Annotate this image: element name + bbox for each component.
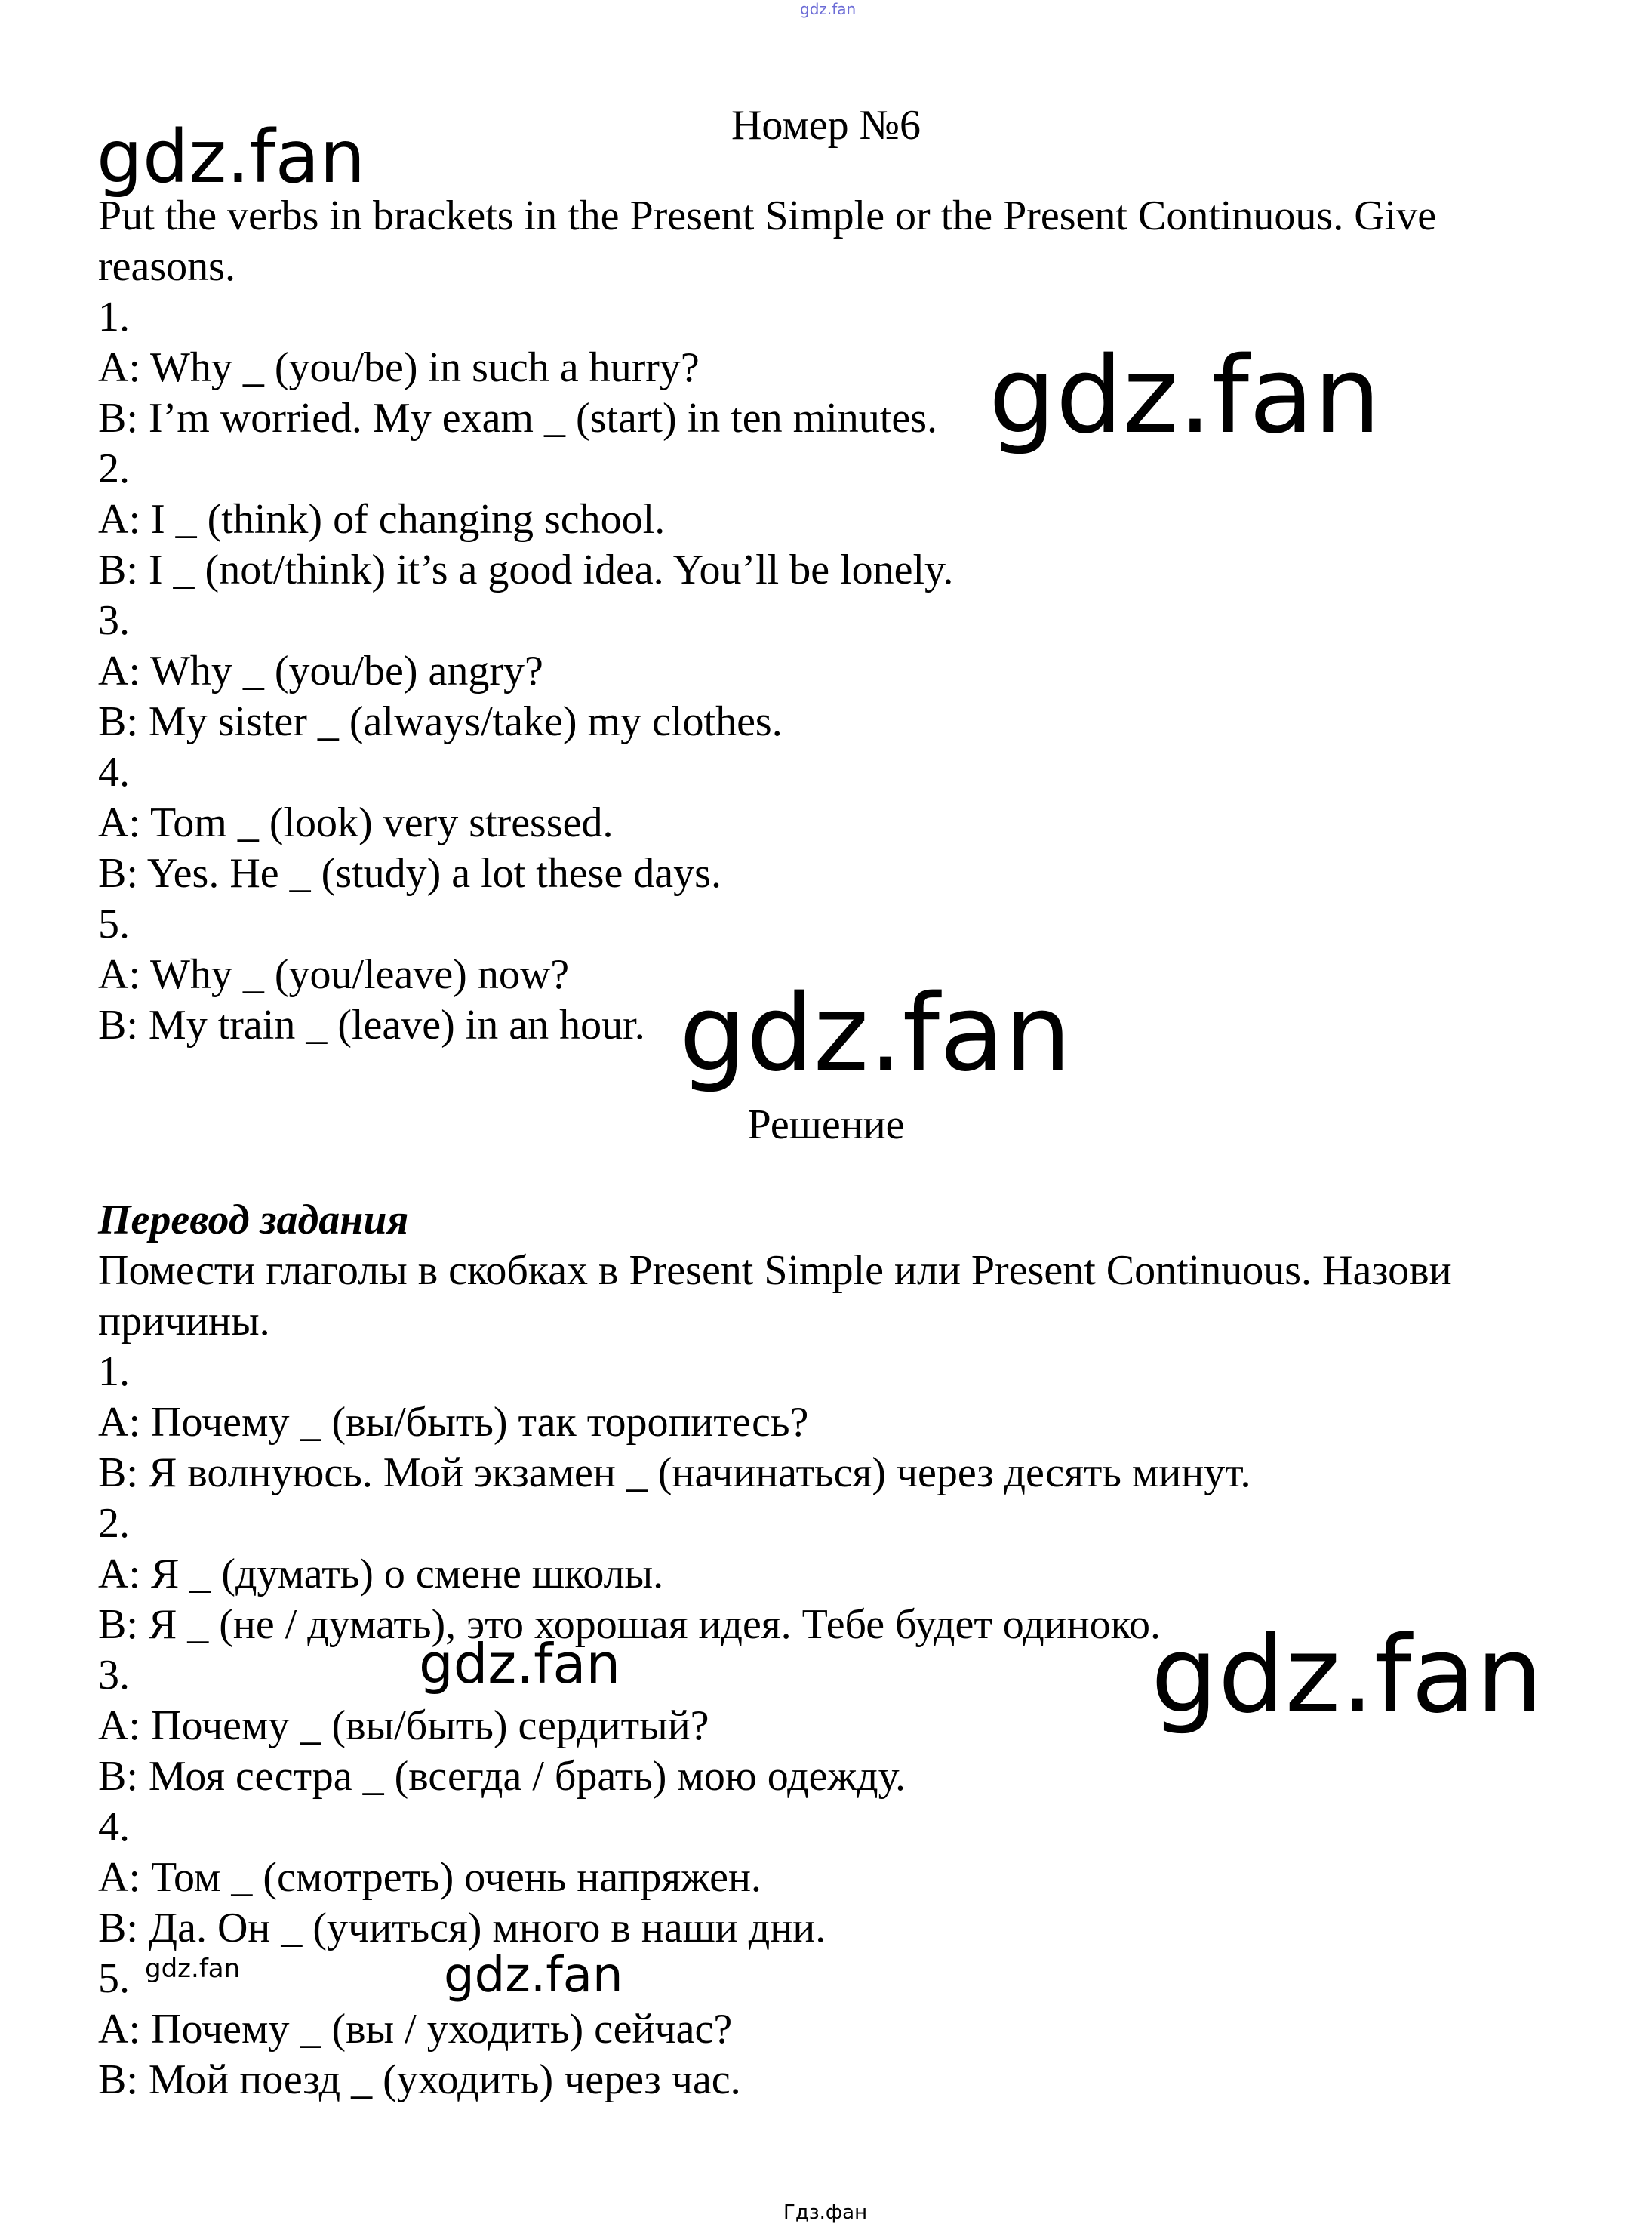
translation-instruction-line: Помести глаголы в скобках в Present Simple или Present Continuous. Назови [98,1247,1452,1294]
task-item-number: 1. [98,294,130,340]
watermark: gdz.fan [1151,1614,1543,1737]
watermark: gdz.fan [679,972,1072,1095]
watermark: gdz.fan [419,1632,621,1696]
task-item-number: 5. [98,901,130,947]
translation-item-number: 4. [98,1803,130,1850]
translation-dialogue-line: A: Почему _ (вы/быть) сердитый? [98,1702,709,1749]
task-instruction-line: reasons. [98,243,235,290]
translation-dialogue-line: B: Я волнуюсь. Мой экзамен _ (начинаться) через десять минут. [98,1449,1251,1496]
translation-item-number: 1. [98,1348,130,1395]
translation-dialogue-line: A: Я _ (думать) о смене школы. [98,1551,664,1597]
translation-dialogue-line: B: Я _ (не / думать), это хорошая идея. Тебе будет одиноко. [98,1601,1161,1648]
translation-dialogue-line: A: Том _ (смотреть) очень напряжен. [98,1854,761,1901]
translation-dialogue-line: B: Мой поезд _ (уходить) через час. [98,2056,741,2103]
translation-dialogue-line: B: Да. Он _ (учиться) много в наши дни. [98,1905,826,1951]
task-dialogue-line: A: I _ (think) of changing school. [98,496,666,543]
watermark-top: gdz.fan [800,0,857,18]
task-dialogue-line: A: Tom _ (look) very stressed. [98,799,614,846]
translation-dialogue-line: A: Почему _ (вы/быть) так торопитесь? [98,1399,809,1446]
page-title: Номер №6 [731,102,921,149]
task-dialogue-line: A: Why _ (you/be) in such a hurry? [98,344,700,391]
watermark-footer: Гдз.фан [783,2201,868,2224]
watermark: gdz.fan [97,115,366,199]
task-instruction-line: Put the verbs in brackets in the Present Simple or the Present Continuous. Give [98,192,1437,239]
task-item-number: 4. [98,749,130,796]
translation-dialogue-line: B: Моя сестра _ (всегда / брать) мою одежду. [98,1753,906,1800]
translation-heading: Перевод задания [98,1197,409,1243]
translation-item-number: 5. [98,1955,130,2002]
translation-instruction-line: причины. [98,1298,270,1344]
watermark: gdz.fan [989,334,1381,457]
task-item-number: 2. [98,445,130,492]
task-item-number: 3. [98,597,130,644]
translation-dialogue-line: A: Почему _ (вы / уходить) сейчас? [98,2006,733,2053]
solution-heading: Решение [747,1101,905,1148]
watermark: gdz.fan [444,1948,623,2004]
watermark: gdz.fan [145,1954,241,1984]
task-dialogue-line: B: My sister _ (always/take) my clothes. [98,698,783,745]
translation-item-number: 3. [98,1652,130,1699]
task-dialogue-line: B: My train _ (leave) in an hour. [98,1002,645,1049]
translation-item-number: 2. [98,1500,130,1547]
task-dialogue-line: A: Why _ (you/leave) now? [98,951,570,998]
task-dialogue-line: A: Why _ (you/be) angry? [98,648,543,695]
task-dialogue-line: B: Yes. He _ (study) a lot these days. [98,850,721,897]
task-dialogue-line: B: I _ (not/think) it’s a good idea. You’ll be lonely. [98,547,954,593]
task-dialogue-line: B: I’m worried. My exam _ (start) in ten minutes. [98,395,937,442]
